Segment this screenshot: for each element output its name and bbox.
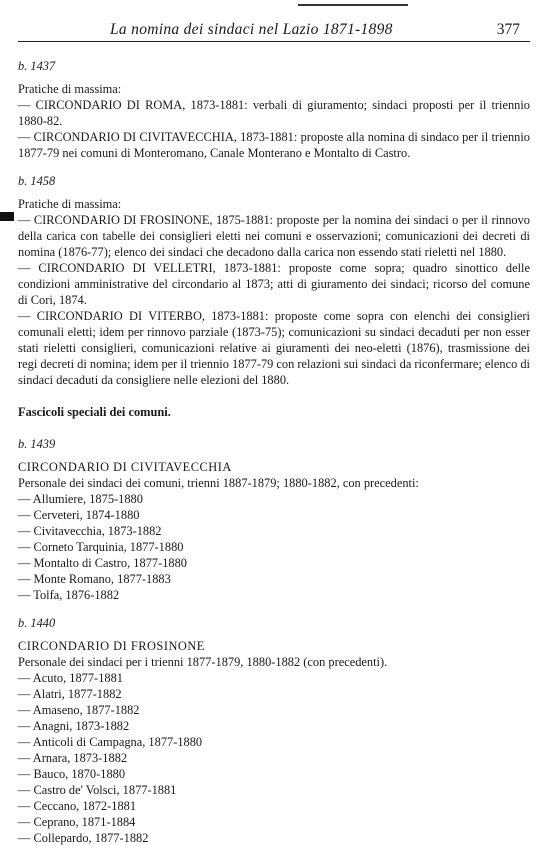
margin-mark — [0, 212, 14, 221]
running-header — [18, 21, 530, 41]
page-number: 377 — [496, 21, 520, 38]
section-heading: Pratiche di massima: — [18, 197, 122, 211]
list-item: — Allumiere, 1875-1880 — [18, 492, 143, 506]
list-item: — Civitavecchia, 1873-1882 — [18, 524, 162, 538]
list-item: — Collepardo, 1877-1882 — [18, 831, 149, 845]
entry-paragraph: — CIRCONDARIO DI VELLETRI, 1873-1881: proposte come sopra; quadro sinottico delle condizioni amministrative del circondario al 1873; atti di giuramento dei sindaci; ricorso del comune di Cori, 1874. — [18, 261, 530, 307]
top-print-mark — [298, 0, 408, 6]
list-item: — Amaseno, 1877-1882 — [18, 703, 140, 717]
district-heading: CIRCONDARIO DI FROSINONE — [18, 639, 205, 653]
list-item: — Monte Romano, 1877-1883 — [18, 572, 171, 586]
list-item: — Acuto, 1877-1881 — [18, 671, 123, 685]
comune-list — [18, 670, 530, 846]
list-item: — Ceprano, 1871-1884 — [18, 815, 136, 829]
list-item: — Bauco, 1870-1880 — [18, 767, 126, 781]
entry-paragraph: — CIRCONDARIO DI FROSINONE, 1875-1881: proposte per la nomina dei sindaci o per il rinnovo della carica con tabelle dei consiglieri eletti nei comuni e osservazioni; comunicazioni dei decreti di nomina (1876-77); elenco dei sindaci che decadono dalla carica non essendo stati rieletti nel 1880. — [18, 213, 530, 259]
running-title: La nomina dei sindaci nel Lazio 1871-1898 — [110, 21, 393, 38]
list-item: — Alatri, 1877-1882 — [18, 687, 122, 701]
header-rule — [18, 41, 530, 42]
entry-paragraph: — CIRCONDARIO DI ROMA, 1873-1881: verbali di giuramento; sindaci proposti per il triennio 1880-82. — [18, 98, 530, 128]
busta-label: b. 1458 — [18, 174, 56, 188]
district-description: Personale dei sindaci dei comuni, trienni 1887-1879; 1880-1882, con precedenti: — [18, 476, 419, 490]
page-body — [18, 58, 530, 846]
district-heading: CIRCONDARIO DI CIVITAVECCHIA — [18, 460, 232, 474]
busta-label: b. 1439 — [18, 437, 56, 451]
list-item: — Anticoli di Campagna, 1877-1880 — [18, 735, 203, 749]
busta-label: b. 1437 — [18, 59, 56, 73]
list-item: — Anagni, 1873-1882 — [18, 719, 130, 733]
list-item: — Castro de' Volsci, 1877-1881 — [18, 783, 177, 797]
list-item: — Cerveteri, 1874-1880 — [18, 508, 140, 522]
list-item: — Arnara, 1873-1882 — [18, 751, 128, 765]
district-description: Personale dei sindaci per i trienni 1877-1879, 1880-1882 (con precedenti). — [18, 655, 388, 669]
entry-paragraph: — CIRCONDARIO DI VITERBO, 1873-1881: proposte come sopra con elenchi dei consiglieri comunali eletti; idem per rinnovo parziale (1873-75); comunicazioni su sindaci decaduti per non esser stati rieletti consiglieri, comunicazioni relative ai giuramenti dei neo-eletti (1876), trasmissione dei regi decreti di nomina; idem per il triennio 1877-79 con relazioni sui sindaci da riconfermare; elenco di sindaci decaduti da consigliere nelle elezioni del 1880. — [18, 309, 530, 387]
comune-list — [18, 491, 530, 603]
busta-label: b. 1440 — [18, 616, 56, 630]
list-item: — Montalto di Castro, 1877-1880 — [18, 556, 187, 570]
list-item: — Tolfa, 1876-1882 — [18, 588, 120, 602]
subsection-heading: Fascicoli speciali dei comuni. — [18, 405, 171, 419]
entry-paragraph: — CIRCONDARIO DI CIVITAVECCHIA, 1873-1881: proposte alla nomina di sindaco per il triennio 1877-79 nei comuni di Monteromano, Canale Monterano e Montalto di Castro. — [18, 130, 530, 160]
list-item: — Ceccano, 1872-1881 — [18, 799, 137, 813]
section-heading: Pratiche di massima: — [18, 82, 122, 96]
list-item: — Corneto Tarquinia, 1877-1880 — [18, 540, 184, 554]
